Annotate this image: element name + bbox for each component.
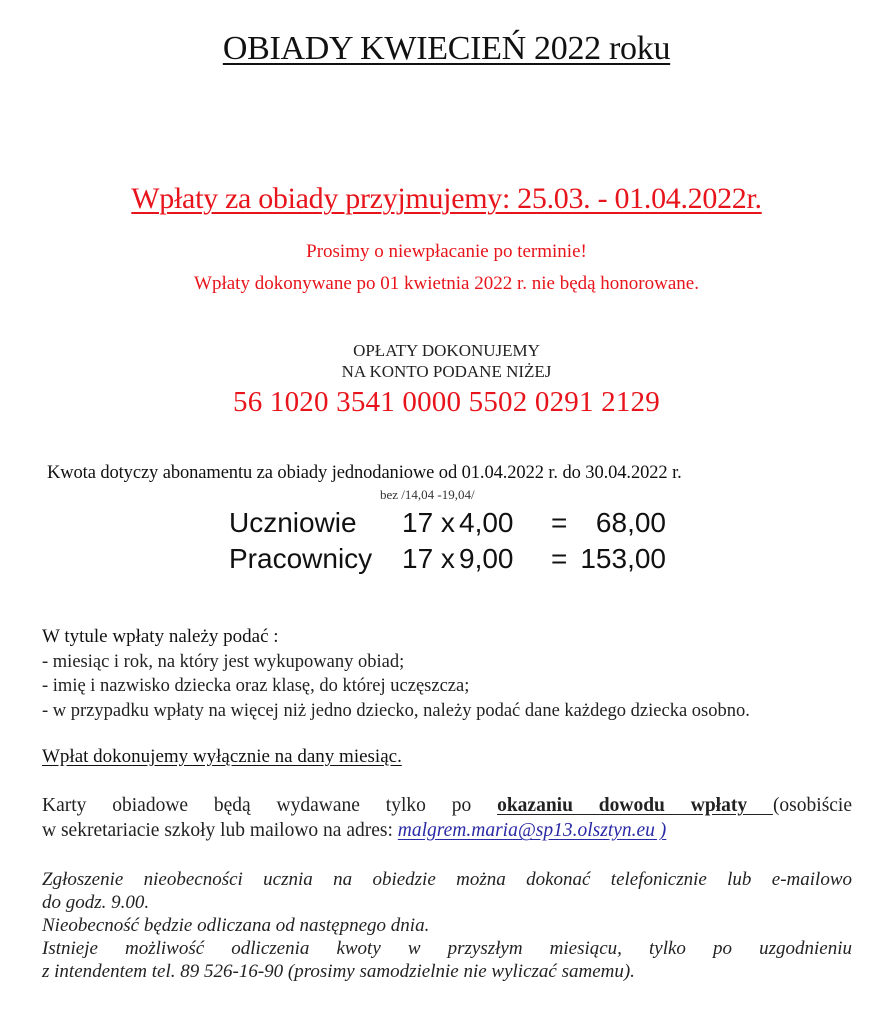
price-rate: 9,00 <box>459 543 514 574</box>
meal-cards-line2 <box>42 820 666 841</box>
absence-info-block <box>42 868 852 983</box>
price-count: 17 x <box>402 507 455 538</box>
absence-line: Zgłoszenie nieobecności ucznia na obiedzie można dokonać telefonicznie lub e-mailowo <box>42 869 852 890</box>
price-label: Pracownicy <box>229 543 373 574</box>
monthly-payment-note: Wpłat dokonujemy wyłącznie na dany miesiąc. <box>42 746 402 767</box>
price-rate: 4,00 <box>459 507 514 538</box>
transfer-title-heading: W tytule wpłaty należy podać : <box>42 626 279 647</box>
meal-cards-text-after: (osobiście <box>772 795 853 816</box>
list-item: - w przypadku wpłaty na więcej niż jedno dziecko, należy podać dane każdego dziecka osobno. <box>42 701 750 721</box>
list-item: - imię i nazwisko dziecka oraz klasę, do której uczęszcza; <box>42 676 470 696</box>
payment-info-line1: OPŁATY DOKONUJEMY <box>353 341 540 360</box>
absence-line: Istnieje możliwość odliczenia kwoty w przyszłym miesiącu, tylko po uzgodnieniu <box>42 938 852 959</box>
meal-cards-paragraph <box>42 793 852 843</box>
price-count: 17 x <box>402 543 455 574</box>
amount-note: Kwota dotyczy abonamentu za obiady jednodaniowe od 01.04.2022 r. do 30.04.2022 r. <box>47 463 682 483</box>
meal-cards-line1 <box>42 793 852 818</box>
price-total: 68,00 <box>595 507 666 538</box>
price-total: 153,00 <box>580 543 666 574</box>
price-equals: = <box>551 543 568 574</box>
price-equals: = <box>551 507 568 538</box>
meal-cards-text: Karty obiadowe będą wydawane tylko po <box>42 795 472 816</box>
absence-line: Nieobecność będzie odliczana od następnego dnia. <box>42 915 430 936</box>
amount-exclusion-dates: bez /14,04 -19,04/ <box>380 487 475 502</box>
warning-late-payments-rejected: Wpłaty dokonywane po 01 kwietnia 2022 r. nie będą honorowane. <box>194 273 699 294</box>
warning-no-late-payments: Prosimy o niewpłacanie po terminie! <box>306 241 587 262</box>
absence-line: z intendentem tel. 89 526-16-90 (prosimy samodzielnie nie wyliczać samemu). <box>42 961 635 982</box>
price-label: Uczniowie <box>229 507 357 538</box>
price-row-staff <box>0 543 893 579</box>
page-title: OBIADY KWIECIEŃ 2022 roku <box>222 30 671 67</box>
proof-of-payment-emphasis: okazaniu dowodu wpłaty <box>497 795 773 816</box>
bank-account-number: 56 1020 3541 0000 5502 0291 2129 <box>233 386 660 418</box>
absence-line: do godz. 9.00. <box>42 892 150 913</box>
payment-window-notice: Wpłaty za obiady przyjmujemy: 25.03. - 01.04.2022r. <box>131 182 762 215</box>
list-item: - miesiąc i rok, na który jest wykupowany obiad; <box>42 652 405 672</box>
meal-cards-text-line2: w sekretariacie szkoły lub mailowo na adres: <box>42 820 393 841</box>
email-link[interactable]: malgrem.maria@sp13.olsztyn.eu ) <box>397 820 667 841</box>
payment-info-line2: NA KONTO PODANE NIŻEJ <box>341 362 552 381</box>
price-row-students <box>0 507 893 543</box>
